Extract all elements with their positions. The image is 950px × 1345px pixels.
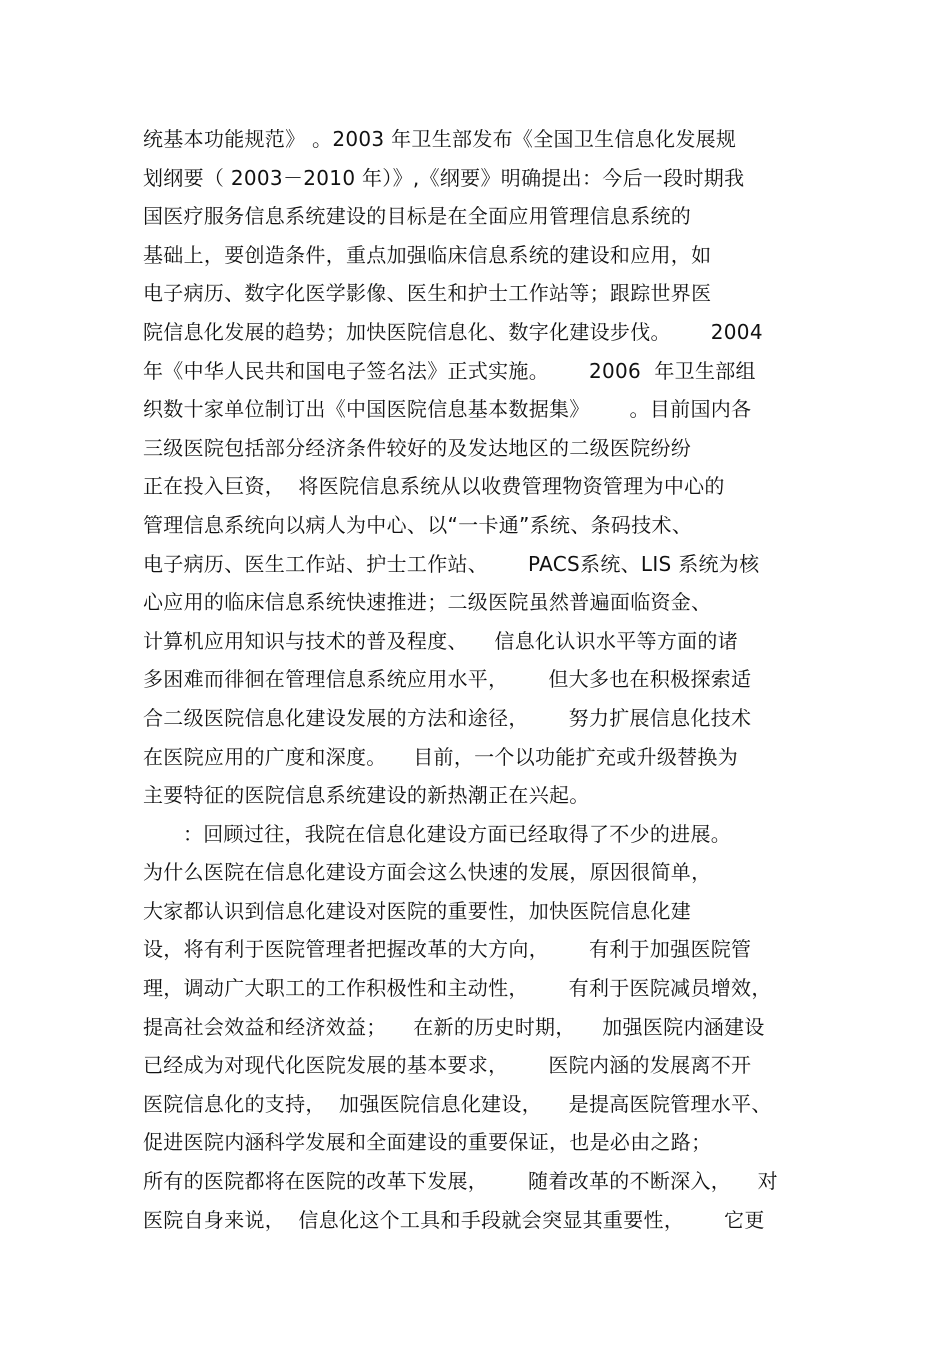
text-line: 织数十家单位制订出《中国医院信息基本数据集》 。目前国内各 (143, 397, 752, 422)
text-line: 年《中华人民共和国电子签名法》正式实施。 2006 年卫生部组 (143, 358, 756, 383)
text-line: 设，将有利于医院管理者把握改革的大方向， 有利于加强医院管 (143, 937, 752, 962)
text-line: 大家都认识到信息化建设对医院的重要性，加快医院信息化建 (143, 898, 692, 923)
text-line: 所有的医院都将在医院的改革下发展， 随着改革的不断深入， 对 (143, 1169, 778, 1194)
text-line: 划纲要（ 2003－2010 年）》,《纲要》明确提出：今后一段时期我 (143, 165, 745, 190)
text-line: 为什么医院在信息化建设方面会这么快速的发展，原因很简单， (143, 860, 712, 885)
text-line: 合二级医院信息化建设发展的方法和途径， 努力扩展信息化技术 (143, 705, 752, 730)
text-line: 正在投入巨资， 将医院信息系统从以收费管理物资管理为中心的 (143, 474, 725, 499)
text-line: ：回顾过往，我院在信息化建设方面已经取得了不少的进展。 (143, 821, 732, 846)
body-text (143, 120, 843, 1239)
text-line: 电子病历、医生工作站、护士工作站、 PACS系统、LIS 系统为核 (143, 551, 760, 576)
text-line: 多困难而徘徊在管理信息系统应用水平， 但大多也在积极探索适 (143, 667, 752, 692)
text-line: 理，调动广大职工的工作积极性和主动性， 有利于医院减员增效， (143, 976, 772, 1001)
text-line: 促进医院内涵科学发展和全面建设的重要保证，也是必由之路； (143, 1130, 712, 1155)
text-line: 心应用的临床信息系统快速推进；二级医院虽然普遍面临资金、 (143, 590, 712, 615)
text-line: 医院自身来说， 信息化这个工具和手段就会突显其重要性， 它更 (143, 1207, 765, 1232)
text-line: 已经成为对现代化医院发展的基本要求， 医院内涵的发展离不开 (143, 1053, 752, 1078)
text-line: 基础上，要创造条件，重点加强临床信息系统的建设和应用，如 (143, 242, 712, 267)
text-line: 院信息化发展的趋势；加快医院信息化、数字化建设步伐。 2004 (143, 319, 763, 344)
text-line: 医院信息化的支持， 加强医院信息化建设， 是提高医院管理水平、 (143, 1091, 772, 1116)
text-line: 计算机应用知识与技术的普及程度、 信息化认识水平等方面的诸 (143, 628, 739, 653)
text-line: 管理信息系统向以病人为中心、以“一卡通”系统、条码技术、 (143, 512, 693, 537)
text-line: 电子病历、数字化医学影像、医生和护士工作站等；跟踪世界医 (143, 281, 712, 306)
text-line: 国医疗服务信息系统建设的目标是在全面应用管理信息系统的 (143, 204, 692, 229)
text-line: 在医院应用的广度和深度。 目前，一个以功能扩充或升级替换为 (143, 744, 739, 769)
text-line: 统基本功能规范》 。2003 年卫生部发布《全国卫生信息化发展规 (143, 127, 737, 151)
text-line: 三级医院包括部分经济条件较好的及发达地区的二级医院纷纷 (143, 435, 692, 460)
text-line: 主要特征的医院信息系统建设的新热潮正在兴起。 (143, 783, 590, 808)
text-line: 提高社会效益和经济效益； 在新的历史时期， 加强医院内涵建设 (143, 1014, 765, 1039)
